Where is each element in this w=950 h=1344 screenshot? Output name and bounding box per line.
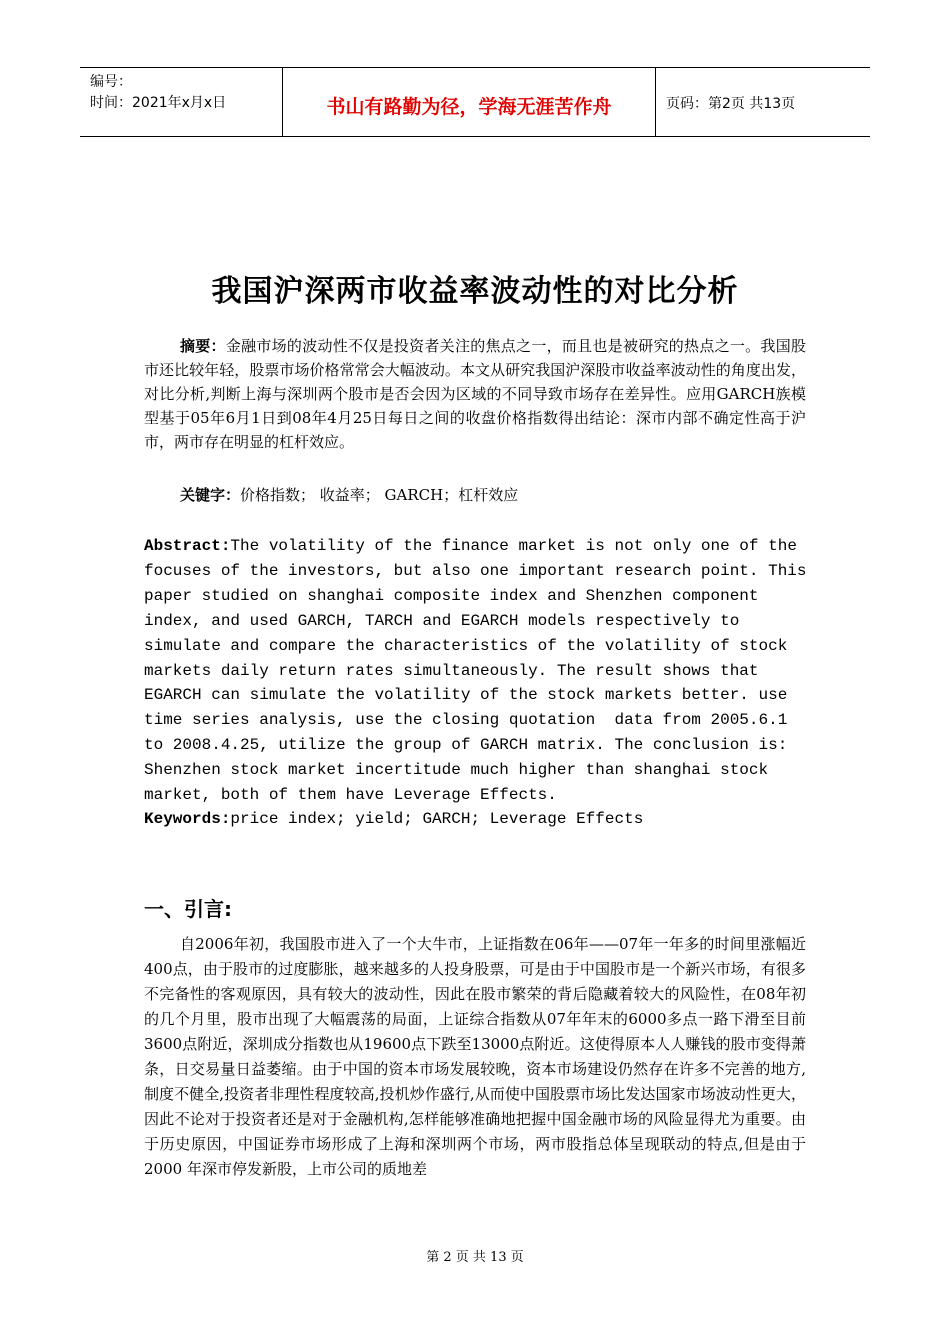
english-abstract: [144, 534, 824, 808]
document-title: 我国沪深两市收益率波动性的对比分析: [211, 274, 739, 309]
header-motto: 书山有路勤为径，学海无涯苦作舟: [326, 96, 612, 118]
chinese-abstract: [144, 334, 806, 454]
chinese-keywords-text: 价格指数； 收益率； GARCH；杠杆效应: [240, 486, 519, 504]
chinese-abstract-text: 金融市场的波动性不仅是投资者关注的焦点之一，而且也是被研究的热点之一。我国股市还比较年轻，股票市场价格常常会大幅波动。本文从研究我国沪深股市收益率波动性的角度出发，对比分析,判断上海与深圳两个股市是否会因为区域的不同导致市场存在差异性。应用GARCH族模型基于05年6月1日到08年4月25日每日之间的收盘价格指数得出结论：深市内部不确定性高于沪市，两市存在明显的杠杆效应。: [144, 337, 806, 451]
english-abstract-line: paper studied on shanghai composite index and Shenzhen component: [144, 586, 759, 605]
english-abstract-line: markets daily return rates simultaneously. The result shows that: [144, 661, 759, 680]
chinese-keywords: [144, 483, 806, 507]
document-date-label: 时间：2021年x月x日: [90, 95, 227, 111]
english-abstract-line: to 2008.4.25, utilize the group of GARCH matrix. The conclusion is:: [144, 736, 788, 755]
english-keywords-text: price index; yield; GARCH; Leverage Effects: [230, 810, 644, 828]
header-motto-cell: [283, 68, 656, 136]
english-abstract-line: index, and used GARCH, TARCH and EGARCH models respectively to: [144, 611, 740, 630]
english-abstract-line: Shenzhen stock market incertitude much higher than shanghai stock: [144, 761, 769, 780]
header-page-number: 页码：第2页 共13页: [666, 96, 796, 112]
chinese-abstract-label: 摘要：: [180, 337, 226, 355]
introduction-paragraph: 自2006年初，我国股市进入了一个大牛市，上证指数在06年——07年一年多的时间里涨幅近400点，由于股市的过度膨胀，越来越多的人投身股票，可是由于中国股市是一个新兴市场，有很多不完备性的客观原因，具有较大的波动性，因此在股市繁荣的背后隐藏着较大的风险性，在08年初的几个月里，股市出现了大幅震荡的局面，上证综合指数从07年年末的6000多点一路下滑至目前3600点附近，深圳成分指数也从19600点下跌至13000点附近。这使得原本人人赚钱的股市变得萧条，日交易量日益萎缩。由于中国的资本市场发展较晚，资本市场建设仍然存在许多不完善的地方,制度不健全,投资者非理性程度较高,投机炒作盛行,从而使中国股票市场比发达国家市场波动性更大，因此不论对于投资者还是对于金融机构,怎样能够准确地把握中国金融市场的风险显得尤为重要。由于历史原因，中国证券市场形成了上海和深圳两个市场，两市股指总体呈现联动的特点,但是由于2000 年深市停发新股，上市公司的质地差: [144, 935, 806, 1178]
page-footer: 第 2 页 共 13 页: [426, 1250, 524, 1265]
english-abstract-line: focuses of the investors, but also one important research point. This: [144, 561, 807, 580]
document-number-label: 编号：: [90, 74, 132, 90]
header-page-cell: [656, 68, 870, 136]
english-abstract-line: The volatility of the finance market is not only one of the: [230, 537, 797, 555]
section-heading-introduction: 一、引言:: [144, 897, 232, 921]
english-keywords-label: Keywords:: [144, 810, 231, 828]
header-meta-cell: [80, 68, 283, 136]
page-header: [80, 67, 870, 137]
english-abstract-label: Abstract:: [144, 537, 231, 555]
chinese-keywords-label: 关键字：: [180, 486, 241, 504]
english-abstract-line: market, both of them have Leverage Effects.: [144, 786, 557, 805]
english-abstract-line: time series analysis, use the closing quotation data from 2005.6.1: [144, 711, 788, 730]
english-keywords: [144, 807, 824, 832]
english-abstract-line: simulate and compare the characteristics of the volatility of stock: [144, 636, 788, 655]
english-abstract-line: EGARCH can simulate the volatility of the stock markets better. use: [144, 686, 788, 705]
